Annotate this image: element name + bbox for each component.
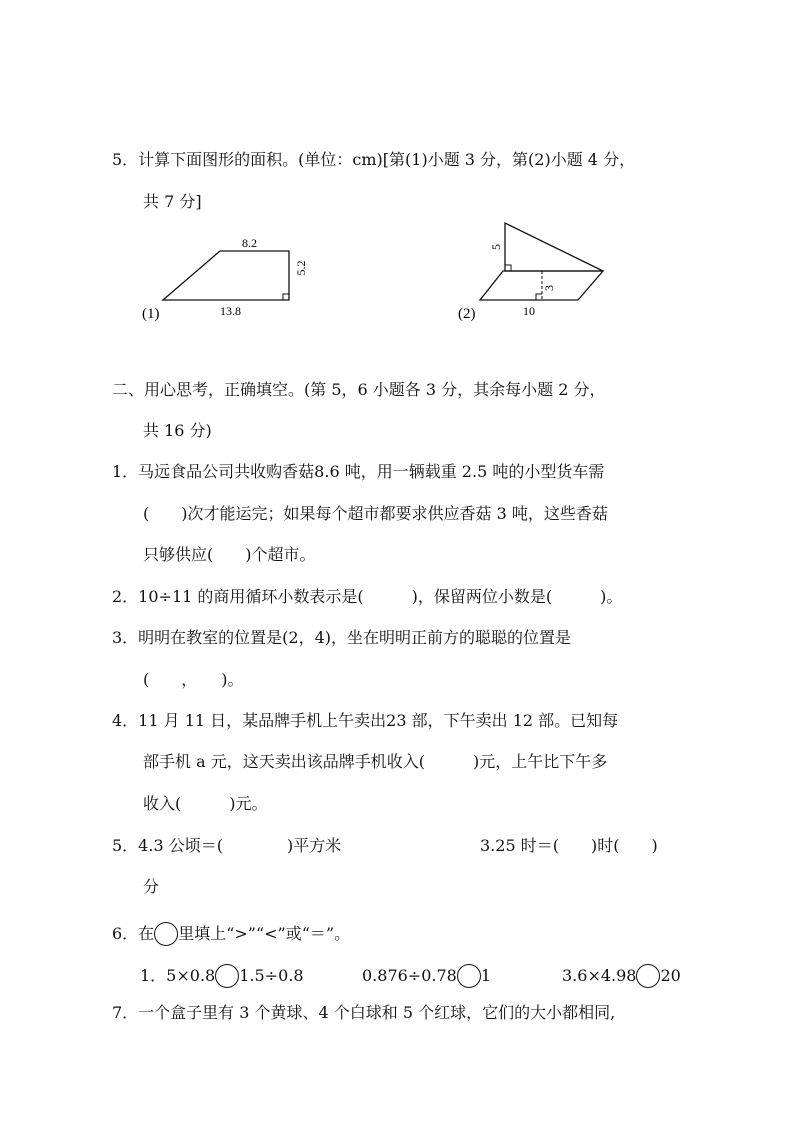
section2-heading-line1: 二、用心思考，正确填空。(第 5，6 小题各 3 分，其余每小题 2 分， [112, 380, 606, 399]
q6-item-1-right: 1.5÷0.8 [239, 966, 304, 985]
q5-line2: 分 [143, 877, 160, 896]
compare-circle-icon[interactable] [636, 964, 660, 988]
q1-line3: 只够供应( )个超市。 [143, 545, 316, 564]
compare-circle-icon[interactable] [215, 964, 239, 988]
figure2-label: (2) [458, 306, 476, 322]
trapezoid-top-label: 8.2 [242, 236, 257, 250]
circle-icon [154, 922, 178, 946]
q5-text-line1: 5．计算下面图形的面积。(单位：cm)[第(1)小题 3 分，第(2)小题 4 分， [112, 150, 636, 169]
q7-line1: 7．一个盒子里有 3 个黄球、4 个白球和 5 个红球，它们的大小都相同, [112, 1003, 616, 1022]
q4-line1: 4．11 月 11 日，某品牌手机上午卖出23 部，下午卖出 12 部。已知每 [112, 711, 619, 730]
parallelogram-base-label: 10 [523, 304, 535, 318]
q6-item-1 [140, 964, 304, 988]
q6-item-3 [562, 964, 681, 988]
right-angle-mark-parallelogram [536, 294, 542, 300]
q6-item-2 [362, 964, 491, 988]
triangle-height-label: 5 [489, 244, 503, 250]
q3-line1: 3．明明在教室的位置是(2，4)，坐在明明正前方的聪聪的位置是 [112, 628, 572, 647]
q2-line1: 2．10÷11 的商用循环小数表示是( )，保留两位小数是( )。 [112, 587, 623, 606]
right-angle-mark-triangle [505, 265, 511, 271]
section2-heading-line2: 共 16 分) [143, 421, 212, 440]
compare-circle-icon[interactable] [457, 964, 481, 988]
q6-item-3-right: 20 [660, 966, 681, 985]
triangle-shape [505, 223, 603, 271]
parallelogram-height-label: 3 [542, 285, 556, 291]
q6-suffix: 里填上“>”“<”或“＝”。 [178, 924, 351, 943]
trapezoid-bottom-label: 13.8 [220, 304, 241, 318]
figure-triangle-parallelogram [450, 215, 630, 325]
trapezoid-shape [163, 251, 289, 300]
q5-right: 3.25 时＝( )时( ) [480, 836, 658, 855]
q5-left: 5．4.3 公顷＝( )平方米 [112, 836, 342, 855]
q3-line2: ( ， )。 [143, 670, 244, 689]
q6-item-2-left: 0.876÷0.78 [362, 966, 457, 985]
q4-line2: 部手机 a 元，这天卖出该品牌手机收入( )元，上午比下午多 [143, 752, 608, 771]
q5-text-line2: 共 7 分] [143, 192, 202, 211]
q6-prefix: 6．在 [112, 924, 155, 943]
right-angle-mark [283, 294, 289, 300]
q1-line1: 1．马远食品公司共收购香菇8.6 吨，用一辆载重 2.5 吨的小型货车需 [112, 462, 605, 481]
figure1-label: (1) [142, 306, 160, 322]
q6-item-2-right: 1 [480, 966, 492, 985]
figure-trapezoid [130, 228, 330, 328]
q6-item-3-left: 3.6×4.98 [562, 966, 637, 985]
q6-instruction [112, 922, 350, 946]
q4-line3: 收入( )元。 [143, 794, 268, 813]
q1-line2: ( )次才能运完；如果每个超市都要求供应香菇 3 吨，这些香菇 [143, 504, 608, 523]
q6-item-1-left: 1．5×0.8 [140, 966, 216, 985]
trapezoid-height-label: 5.2 [294, 260, 308, 276]
